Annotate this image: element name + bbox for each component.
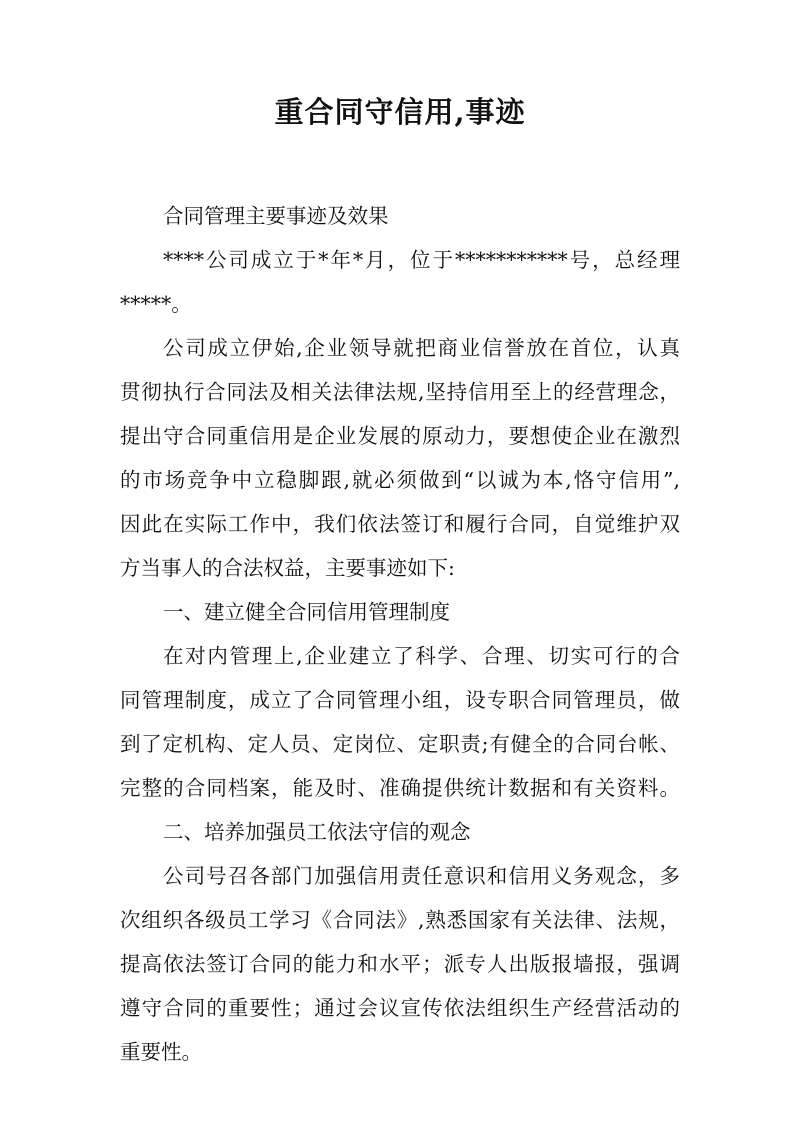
paragraph-line: 因此在实际工作中，我们依法签订和履行合同，自觉维护双: [120, 512, 680, 536]
paragraph-line: 重要性。: [120, 1040, 202, 1064]
paragraph-line: 在对内管理上,企业建立了科学、合理、切实可行的合: [163, 644, 680, 668]
section-heading: 一、建立健全合同信用管理制度: [163, 600, 450, 624]
paragraph-line: 到了定机构、定人员、定岗位、定职责;有健全的合同台帐、: [120, 732, 680, 756]
document-title: 重合同守信用,事迹: [274, 95, 526, 129]
paragraph-line: 方当事人的合法权益，主要事迹如下:: [120, 556, 455, 580]
paragraph-line: 提高依法签订合同的能力和水平；派专人出版报墙报，强调: [120, 952, 680, 976]
paragraph-line: 合同管理主要事迹及效果: [163, 204, 389, 228]
paragraph-line: 次组织各级员工学习《合同法》,熟悉国家有关法律、法规，: [120, 908, 680, 932]
paragraph-line: 的市场竞争中立稳脚跟,就必须做到“以诚为本,恪守信用”,: [120, 468, 680, 492]
paragraph-line: 提出守合同重信用是企业发展的原动力，要想使企业在激烈: [120, 424, 680, 448]
paragraph-line: *****。: [120, 292, 192, 316]
paragraph-line: 公司成立伊始,企业领导就把商业信誉放在首位，认真: [163, 336, 680, 360]
section-heading: 二、培养加强员工依法守信的观念: [163, 820, 471, 844]
paragraph-line: 公司号召各部门加强信用责任意识和信用义务观念，多: [163, 864, 680, 888]
paragraph-line: 遵守合同的重要性；通过会议宣传依法组织生产经营活动的: [120, 996, 680, 1020]
paragraph-line: ****公司成立于*年*月，位于***********号，总经理: [163, 248, 680, 272]
paragraph-line: 贯彻执行合同法及相关法律法规,坚持信用至上的经营理念，: [120, 380, 680, 404]
paragraph-line: 同管理制度，成立了合同管理小组，设专职合同管理员，做: [120, 688, 680, 712]
paragraph-line: 完整的合同档案，能及时、准确提供统计数据和有关资料。: [120, 776, 680, 800]
